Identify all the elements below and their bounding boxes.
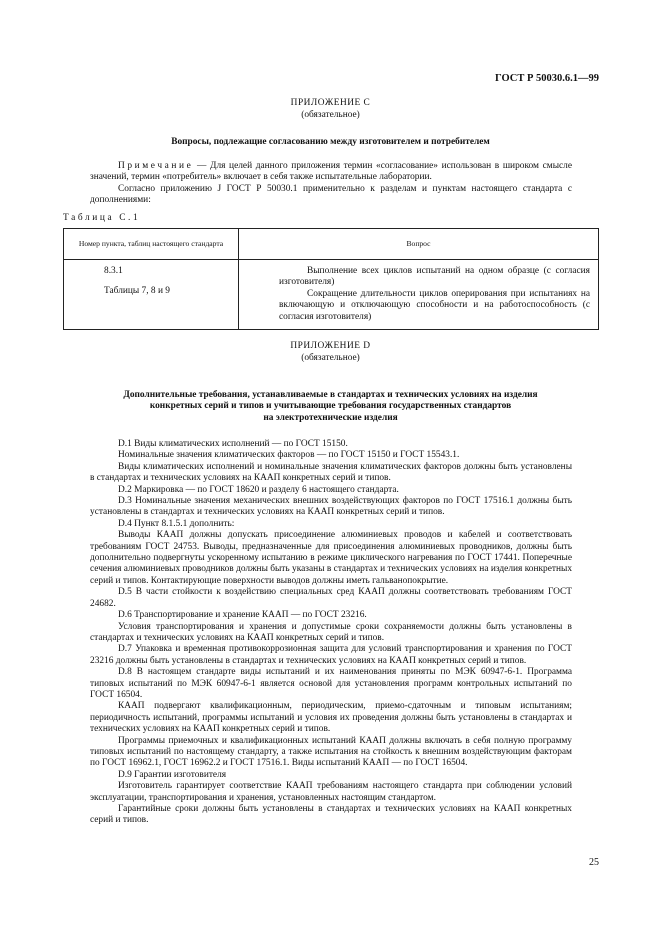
note-paragraph [90, 161, 572, 184]
appendix-c-body [90, 161, 572, 207]
paragraph: Изготовитель гарантирует соответствие КААП требованиям настоящего стандарта при соблюдении условий эксплуатации, транспортирования и хранения, установленных настоящим стандартом. [90, 781, 572, 803]
paragraph: Виды климатических исполнений и номинальные значения климатических факторов должны быть установлены в стандартах и технических условиях на КААП конкретных серий и типов. [90, 461, 572, 484]
appendix-c-heading: Вопросы, подлежащие согласованию между изготовителем и потребителем [171, 137, 490, 147]
note-label: Примечание [118, 161, 194, 171]
paragraph: Гарантийные сроки должны быть установлены в стандартах и технических условиях на КААП конкретных серий и типов. [90, 804, 572, 826]
paragraph: D.8 В настоящем стандарте виды испытаний и их наименования приняты по МЭК 60947-6-1. Программа типовых испытаний по МЭК 60947-6-1 является основой для установления программ контрольных испытаний по ГОСТ 16504. [90, 667, 572, 700]
paragraph: D.1 Виды климатических исполнений — по ГОСТ 15150. [118, 439, 348, 449]
heading-line: конкретных серий и типов и учитывающие требования государственных стандартов [149, 401, 512, 412]
appendix-d-title: ПРИЛОЖЕНИЕ D [290, 341, 371, 351]
paragraph: D.2 Маркировка — по ГОСТ 18620 и разделу 6 настоящего стандарта. [118, 484, 399, 495]
heading-line: на электротехнические изделия [263, 412, 398, 423]
intro-paragraph: Согласно приложению J ГОСТ Р 50030.1 применительно к разделам и пунктам настоящего стандарта с дополнениями: [90, 183, 572, 206]
document-header: ГОСТ Р 50030.6.1—99 [495, 73, 599, 84]
paragraph: D.6 Транспортирование и хранение КААП — по ГОСТ 23216. [118, 610, 367, 621]
table-label: Таблица С.1 [63, 213, 141, 223]
appendix-c-subtitle: (обязательное) [301, 110, 360, 120]
table-header-question: Вопрос [239, 229, 599, 260]
table-row [64, 260, 599, 330]
table-ref: 8.3.1 [104, 266, 123, 276]
table-ref-cell [64, 260, 239, 330]
table-header-row [64, 229, 599, 260]
paragraph: Программы приемочных и квалификационных испытаний КААП должны включать в себя полную программу типовых испытаний по настоящему стандарту, а также испытания на стойкость к внешним воздействующим факторам по ГОСТ 16962.1, ГОСТ 16962.2 и ГОСТ 17516.1. Виды испытаний КААП — по ГОСТ 16504. [90, 735, 572, 769]
table-header-ref: Номер пункта, таблиц настоящего стандарта [64, 229, 239, 260]
appendix-d-heading [70, 390, 591, 424]
table-question-cell [239, 260, 599, 330]
table-c1 [63, 228, 599, 330]
paragraph: КААП подвергают квалификационным, периодическим, приемо-сдаточным и типовым испытаниям; периодичность испытаний, программы испытаний и условия их проведения должны быть установлены в стандартах и технических условиях на КААП конкретных серий и типов. [90, 701, 572, 735]
table-question: Выполнение всех циклов испытаний на одном образце (с согласия изготовителя) [279, 266, 590, 288]
table-ref: Таблицы 7, 8 и 9 [104, 286, 170, 297]
paragraph: D.4 Пункт 8.1.5.1 дополнить: [118, 518, 235, 529]
paragraph: D.3 Номинальные значения механических внешних воздействующих факторов по ГОСТ 17516.1 должны быть установлены в стандартах и технических условиях на КААП конкретных серий и типов. [90, 496, 572, 518]
note-text: — Для целей данного приложения термин «согласование» использован в широком смысле значений, термин «потребитель» включает в себя также испытательные лаборатории. [90, 161, 572, 183]
paragraph: Выводы КААП должны допускать присоединение алюминиевых проводов и кабелей и соответствовать требованиям ГОСТ 24753. Выводы, предназначенные для присоединения алюминиевых проводников, должны быть дополнительно подвергнуты ускоренному испытанию в режиме циклического нагревания по ГОСТ 17441. Поперечные сечения алюминиевых проводников должны быть указаны в стандартах и технических условиях на изделия конкретных серий и типов. Контактирующие поверхности выводов должны иметь гальванопокрытие. [90, 530, 572, 586]
paragraph: Номинальные значения климатических факторов — по ГОСТ 15150 и ГОСТ 15543.1. [118, 450, 460, 461]
paragraph: D.9 Гарантии изготовителя [118, 769, 227, 780]
paragraph: Условия транспортирования и хранения и допустимые сроки сохраняемости должны быть установлены в стандартах и технических условиях на КААП конкретных серий и типов. [90, 621, 572, 643]
paragraph: D.7 Упаковка и временная противокоррозионная защита для условий транспортирования и хранения по ГОСТ 23216 должны быть установлены в стандартах и технических условиях на КААП конкретных серий и типов. [90, 644, 572, 666]
heading-line: Дополнительные требования, устанавливаемые в стандартах и технических условиях на изделия [123, 390, 538, 400]
table-question: Сокращение длительности циклов оперирования при испытаниях на включающую и отключающую способности и на работоспособность (с согласия изготовителя) [279, 288, 590, 322]
appendix-d-body [90, 439, 572, 827]
page-number: 25 [589, 857, 599, 868]
appendix-c-title: ПРИЛОЖЕНИЕ С [290, 98, 371, 108]
appendix-d-subtitle: (обязательное) [301, 353, 360, 363]
paragraph: D.5 В части стойкости к воздействию специальных сред КААП должны соответствовать требованиям ГОСТ 24682. [90, 587, 572, 609]
